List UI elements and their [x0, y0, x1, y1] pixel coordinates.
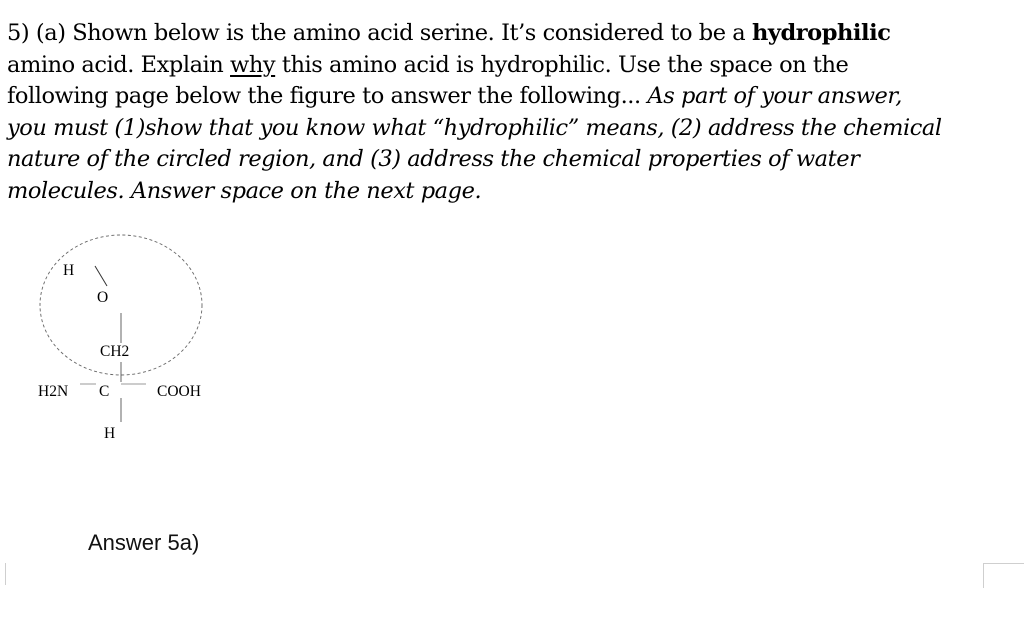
keyword-hydrophilic: hydrophilic: [751, 20, 891, 46]
group-ch2: CH2: [100, 343, 130, 360]
answer-label: Answer 5a): [88, 530, 200, 555]
atom-o-hydroxyl: O: [97, 289, 109, 306]
atom-h-alpha: H: [104, 425, 116, 442]
serine-structure-diagram: [0, 225, 240, 455]
page-corner-right: [983, 563, 1024, 588]
question-text: [7, 18, 1012, 208]
alpha-carbon: C: [99, 383, 110, 400]
question-line-5: nature of the circled region, and (3) address the chemical properties of water: [7, 146, 860, 173]
question-line-2: amino acid. Explain why this amino acid is hydrophilic. Use the space on the: [7, 51, 849, 78]
amino-group: H2N: [38, 383, 69, 400]
bond-h-o: [95, 266, 107, 286]
question-line-3: following page below the figure to answer the following... As part of your answer,: [7, 83, 902, 110]
question-line-1: 5) (a) Shown below is the amino acid serine. It’s considered to be a hydrophilic: [7, 20, 891, 46]
keyword-why: why: [230, 51, 276, 78]
page-corner-left: [0, 563, 6, 585]
atom-h-hydroxyl: H: [63, 262, 75, 279]
question-line-4: you must (1)show that you know what “hydrophilic” means, (2) address the chemical: [7, 114, 942, 141]
question-line-6: molecules. Answer space on the next page.: [7, 177, 482, 204]
carboxyl-group: COOH: [157, 383, 201, 400]
